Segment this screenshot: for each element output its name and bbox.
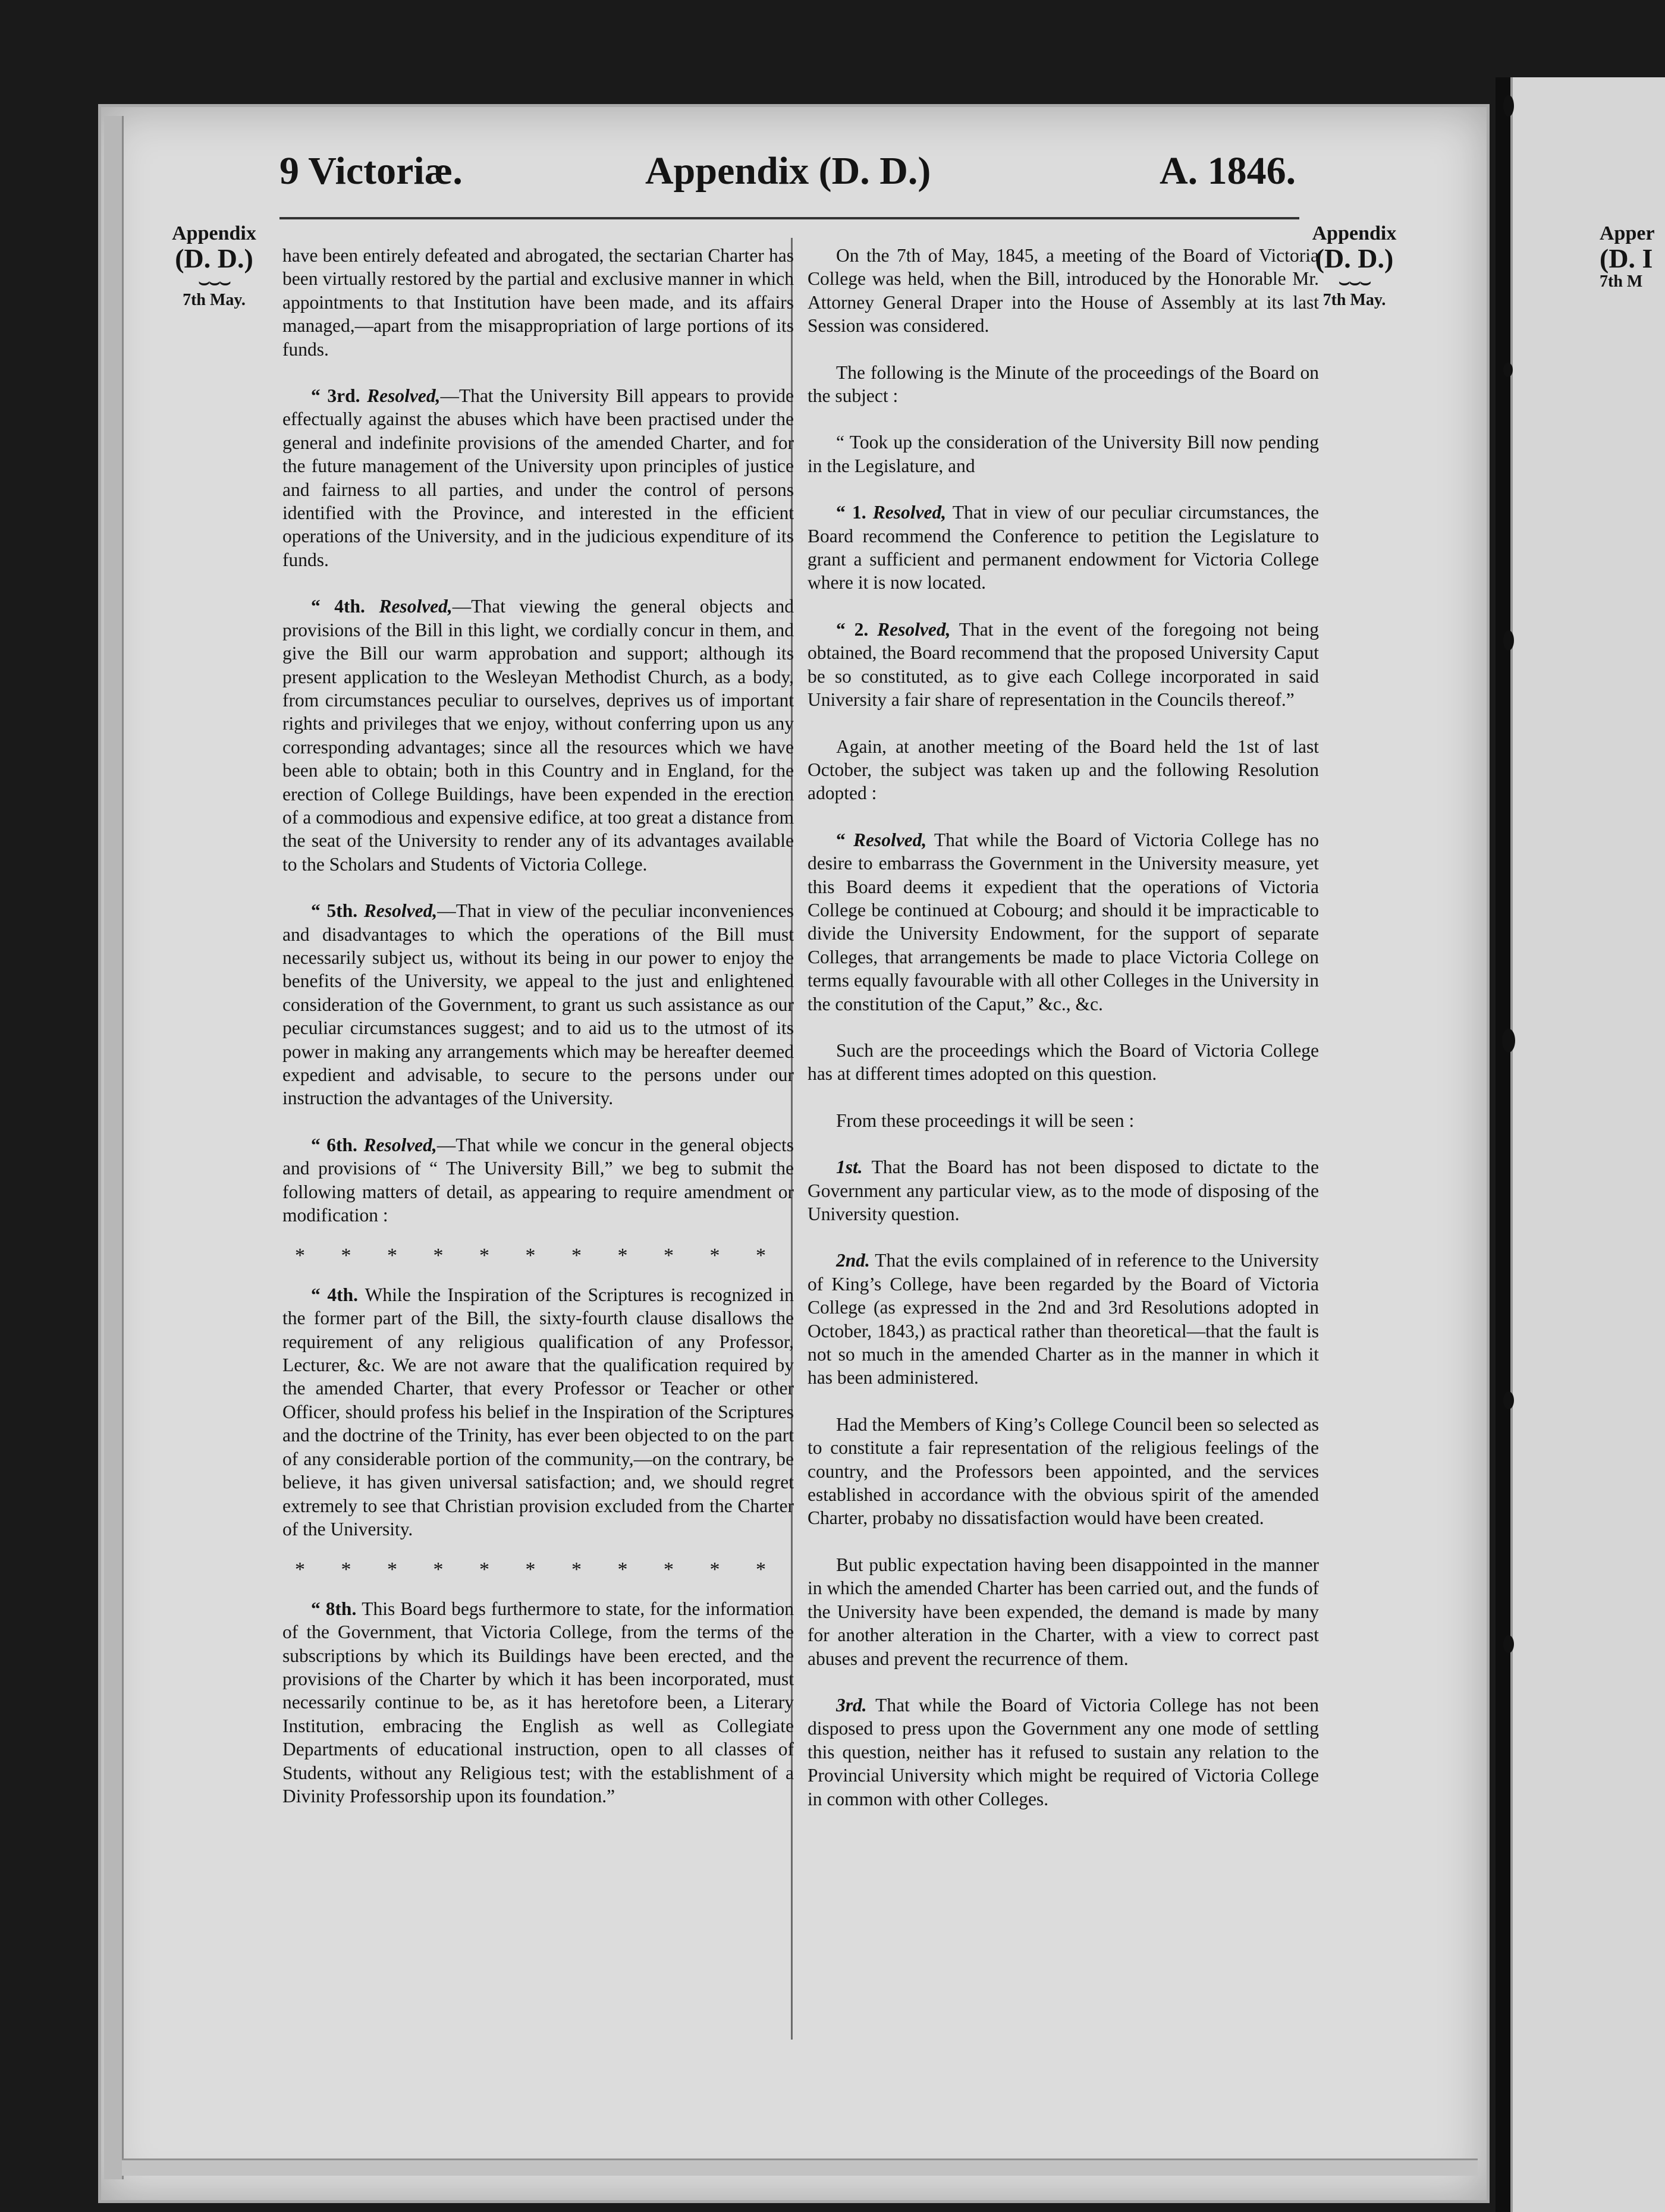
page-left-edge — [104, 116, 124, 2179]
paragraph-lead: “ 6th. — [311, 1134, 364, 1155]
left-text-column — [282, 244, 794, 1831]
paragraph-lead: “ 8th. — [311, 1598, 362, 1619]
margin-note-next-page — [1600, 223, 1665, 290]
paragraph — [808, 1039, 1319, 1086]
paragraph-text: That while the Board of Victoria College has not been disposed to press upon the Government any one mode of settling this question, neither has it refused to sustain any relation to the Provincial University which might be required of Victoria College in common with other Colleges. — [808, 1694, 1319, 1809]
binding-mark — [1502, 1029, 1515, 1052]
margin-note-title: Apper — [1600, 222, 1655, 244]
paragraph-emphasis: Resolved, — [363, 900, 438, 922]
margin-note-letters: (D. D.) — [1315, 243, 1394, 274]
header-year: A. 1846. — [1160, 149, 1296, 193]
paragraph — [808, 1553, 1319, 1670]
paragraph — [282, 899, 794, 1110]
paragraph-text: This Board begs furthermore to state, for the information of the Government, that Victoria College, from the terms of the subscriptions by which its Buildings have been erected, and the provisions of the Charter by which it has been incorporated, must necessarily continue to be, as it has heretofore been, a Literary Institution, embracing the English as well as Collegiate Departments of educational instruction, open to all classes of Students, without any Religious test; with the establishment of a Divinity Professorship upon its foundation.” — [282, 1598, 794, 1806]
paragraph-text: —That the University Bill appears to provide effectually against the abuses which have been practised under the general and indefinite provisions of the amended Charter, and for the future management of the University upon principles of justice and fairness to all parties, and under the control of persons identified with the Province, and interested in the efficient operations of the University, and in the judicious expenditure of its funds. — [282, 385, 794, 570]
margin-note-date: 7th May. — [183, 291, 246, 310]
paragraph-text: “ Took up the consideration of the University Bill now pending in the Legislature, and — [808, 432, 1319, 476]
paragraph — [808, 244, 1319, 338]
paragraph-emphasis: 3rd. — [836, 1694, 867, 1715]
paragraph-text: That in view of our peculiar circumstances, the Board recommend the Conference to petition the Legislature to grant a sufficient and permanent endowment for Victoria College where it is now located. — [808, 502, 1319, 593]
paragraph — [282, 1283, 794, 1541]
page-bottom-edge — [122, 2158, 1478, 2176]
paragraph-text: On the 7th of May, 1845, a meeting of the Board of Victoria College was held, when the Bill, introduced by the Honorable Mr. Attorney General Draper into the House of Assembly at its last Session was considered. — [808, 245, 1319, 337]
paragraph-text: That while the Board of Victoria College has no desire to embarrass the Government in the University measure, yet this Board deems it expedient that the operations of Victoria College be continued at Cobourg; and should it be impracticable to divide the University Endowment, for the support of separate Colleges, that arrangements be made to place Victoria College on terms equally favourable with all other Colleges in the University in the constitution of the Caput,” &c., &c. — [808, 829, 1319, 1014]
paragraph — [808, 431, 1319, 477]
margin-note-title: Appendix — [172, 222, 256, 244]
paragraph — [808, 1155, 1319, 1226]
binding-mark — [1503, 363, 1513, 377]
paragraph-text: Had the Members of King’s College Council been so selected as to constitute a fair representation of the religious feelings of the country, and the Professors been appointed, and the services established in accordance with the obvious spirit of the amended Charter, probaby no dissatisfaction would have been created. — [808, 1413, 1319, 1529]
paragraph — [808, 1693, 1319, 1811]
margin-note-left — [164, 223, 265, 309]
paragraph — [282, 244, 794, 361]
margin-note-brace: ⌣⌣⌣ — [1338, 272, 1371, 292]
paragraph — [282, 595, 794, 876]
paragraph-text: From these proceedings it will be seen : — [836, 1110, 1135, 1131]
ellipsis-stars: * * * * * * * * * * * — [295, 1245, 781, 1267]
paragraph-emphasis: Resolved, — [877, 618, 951, 640]
paragraph-lead: “ 2. — [836, 618, 878, 640]
header-rule — [279, 217, 1299, 219]
paragraph-text: While the Inspiration of the Scriptures is recognized in the former part of the Bill, the sixty-fourth clause disallows the requirement of any religious qualification of any Professor, Lecturer, &c. We are not aware that the qualification required by the amended Charter, that every Professor or Teacher or other Officer, should profess his belief in the Inspiration of the Scriptures and the doctrine of the Trinity, has ever been objected to on the part of any considerable portion of the community,—on the contrary, be believe, it has given universal satisfaction; and, we should regret extremely to see that Christian provision excluded from the Charter of the University. — [282, 1284, 794, 1539]
margin-note-brace: ⌣⌣⌣ — [198, 272, 230, 292]
ellipsis-stars: * * * * * * * * * * * — [295, 1559, 781, 1581]
paragraph-lead: “ 5th. — [311, 900, 364, 922]
margin-note-letters: (D. D.) — [175, 243, 253, 274]
paragraph — [808, 1413, 1319, 1530]
paragraph-emphasis: 2nd. — [836, 1250, 870, 1271]
binding-mark — [1503, 1635, 1514, 1653]
paragraph-text: Again, at another meeting of the Board held the 1st of last October, the subject was taken up and the following Resolution adopted : — [808, 736, 1319, 804]
paragraph — [808, 1249, 1319, 1389]
binding-mark — [1503, 1391, 1514, 1409]
header-appendix-title: Appendix (D. D.) — [645, 149, 931, 193]
right-text-column — [808, 244, 1319, 1834]
paragraph-emphasis: 1st. — [836, 1157, 863, 1178]
paragraph-text: That in the event of the foregoing not being obtained, the Board recommend that the proposed University Caput be so constituted, as to give each College incorporated in said University a fair share of representation in the Councils thereof.” — [808, 618, 1319, 711]
paragraph-emphasis: Resolved, — [872, 502, 947, 523]
margin-note-right — [1305, 223, 1403, 309]
paragraph-text: have been entirely defeated and abrogated, the sectarian Charter has been virtually restored by the partial and exclusive manner in which appointments to that Institution have been made, and its affairs managed,—apart from the misappropriation of large portions of its funds. — [282, 245, 794, 360]
paragraph-lead: “ — [836, 829, 853, 850]
paragraph-text: —That while we concur in the general objects and provisions of “ The University Bill,” we beg to submit the following matters of detail, as appearing to require amendment or modification : — [282, 1134, 794, 1226]
paragraph — [282, 1597, 794, 1808]
paragraph — [282, 1133, 794, 1227]
adjacent-page — [1510, 77, 1665, 2212]
paragraph-emphasis: Resolved, — [853, 829, 927, 850]
paragraph — [808, 828, 1319, 1016]
margin-note-letters: (D. I — [1600, 243, 1653, 274]
paragraph — [808, 361, 1319, 408]
binding-mark — [1503, 95, 1514, 117]
paragraph-text: That the evils complained of in reference to the University of King’s College, have been regarded by the Board of Victoria College (as expressed in the 2nd and 3rd Resolutions adopted in October, 1843,) as practical rather than theoretical—that the fault is not so much in the amended Charter as in the manner in which it has been administered. — [808, 1250, 1319, 1388]
paragraph-text: Such are the proceedings which the Board of Victoria College has at different times adopted on this question. — [808, 1039, 1319, 1085]
paragraph — [808, 735, 1319, 805]
margin-note-date: 7th M — [1600, 272, 1643, 291]
paragraph — [282, 384, 794, 571]
paragraph — [808, 618, 1319, 712]
binding-mark — [1503, 630, 1514, 651]
paragraph-emphasis: Resolved, — [367, 385, 441, 407]
paragraph-text: —That viewing the general objects and provisions of the Bill in this light, we cordially concur in them, and give the Bill our warm approbation and support; although its present application to the Wesleyan Methodist Church, as a body, from circumstances peculiar to ourselves, deprives us of important rights and privileges that we enjoy, without conferring upon us any corresponding advantages; since all the resources which we have been able to obtain; both in this Country and in England, for the erection of College Buildings, have been expended in the erection of a commodious and expensive edifice, at too great a distance from the seat of the University to render any of its advantages available to the Scholars and Students of Victoria College. — [282, 596, 794, 875]
margin-note-title: Appendix — [1312, 222, 1397, 244]
paragraph-text: That the Board has not been disposed to dictate to the Government any particular view, as to the mode of disposing of the University question. — [808, 1157, 1319, 1224]
paragraph-text: —That in view of the peculiar inconveniences and disadvantages to which the operations of the Bill must necessarily subject us, without its being in our power to enjoy the benefits of the University, we appeal to the just and enlightened consideration of the Government, to grant us such assistance as our peculiar circumstances suggest; and to aid us to the utmost of its power in making any arrangements which may be hereafter deemed expedient and advisable, to secure to the persons under our instruction the advantages of the University. — [282, 900, 794, 1109]
paragraph — [808, 501, 1319, 595]
paragraph-lead: “ 4th. — [311, 1284, 365, 1305]
paragraph-lead: “ 4th. — [311, 596, 379, 617]
margin-note-date: 7th May. — [1322, 291, 1386, 310]
paragraph — [808, 1109, 1319, 1132]
paragraph-text: The following is the Minute of the proceedings of the Board on the subject : — [808, 362, 1319, 407]
paragraph-lead: “ 1. — [836, 502, 873, 523]
paragraph-lead: “ 3rd. — [311, 385, 367, 407]
paragraph-emphasis: Resolved, — [379, 596, 453, 617]
paragraph-emphasis: Resolved, — [363, 1134, 437, 1155]
paragraph-text: But public expectation having been disappointed in the manner in which the amended Charter has been carried out, and the funds of the University have been expended, the demand is made by many for another alteration in the Charter, with a view to correct past abuses and prevent the recurrence of them. — [808, 1554, 1319, 1669]
header-session: 9 Victoriæ. — [279, 149, 463, 193]
